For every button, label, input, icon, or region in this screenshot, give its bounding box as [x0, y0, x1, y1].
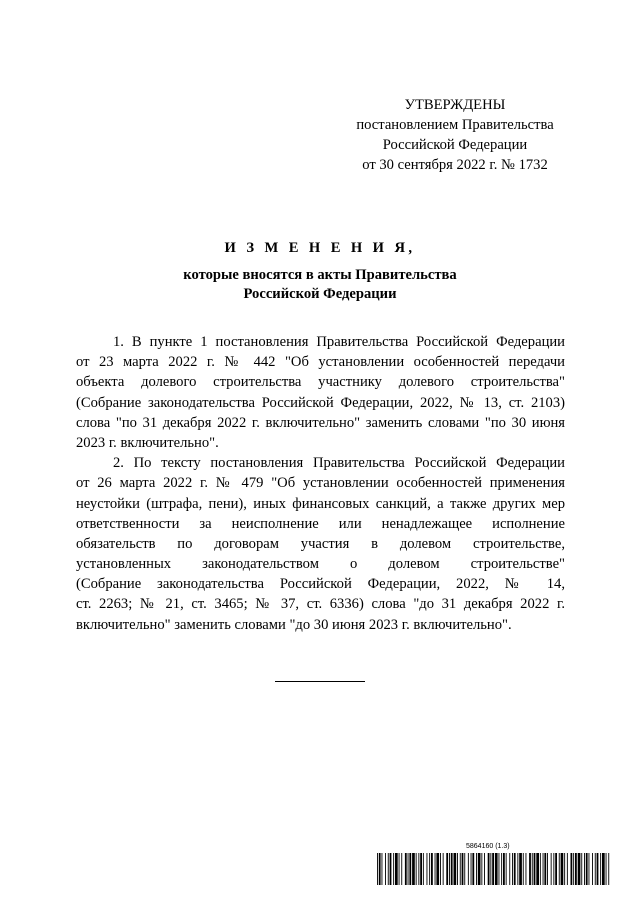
barcode-bar	[529, 853, 531, 885]
barcode-bar	[534, 853, 536, 885]
barcode-bar	[526, 853, 527, 885]
barcode-bar	[427, 853, 428, 885]
barcode-bar	[543, 853, 544, 885]
paragraph-2-line: от 26 марта 2022 г. № 479 "Об установлении особенностей применения	[76, 475, 565, 492]
barcode-bar	[490, 853, 491, 885]
barcode-bar	[446, 853, 448, 885]
paragraph-2-line: (Собрание законодательства Российской Федерации, 2022, № 14,	[76, 576, 565, 593]
barcode-bar	[462, 853, 464, 885]
barcode-bar	[589, 853, 590, 885]
barcode-bar	[519, 853, 522, 885]
barcode-bar	[472, 853, 474, 885]
barcode-bar	[388, 853, 389, 885]
barcode-bar	[517, 853, 518, 885]
barcode-bar	[440, 853, 441, 885]
barcode-bar	[584, 853, 585, 885]
barcode-bar	[586, 853, 588, 885]
barcode-bar	[412, 853, 415, 885]
paragraph-2-line: ст. 2263; № 21, ст. 3465; № 37, ст. 6336) слова "до 31 декабря 2022 г.	[76, 596, 565, 613]
barcode-bar	[423, 853, 424, 885]
barcode-icon	[377, 853, 612, 885]
barcode-bar	[575, 853, 577, 885]
document-subtitle	[60, 266, 580, 304]
barcode-bar	[532, 853, 533, 885]
barcode-bar	[385, 853, 386, 885]
barcode-bar	[457, 853, 458, 885]
barcode-bar	[443, 853, 444, 885]
barcode-bar	[436, 853, 439, 885]
barcode-bar	[390, 853, 392, 885]
approval-line-3: от 30 сентября 2022 г. № 1732	[362, 157, 548, 173]
barcode-bar	[460, 853, 461, 885]
barcode-bar	[382, 853, 383, 885]
barcode-bar	[379, 853, 381, 885]
approval-block	[340, 95, 570, 175]
barcode-bar	[509, 853, 510, 885]
barcode-bar	[523, 853, 524, 885]
paragraph-1-line: 2023 г. включительно".	[76, 434, 219, 451]
barcode-bar	[416, 853, 417, 885]
barcode-bar	[608, 853, 609, 885]
barcode-bar	[431, 853, 433, 885]
barcode-bar	[559, 853, 560, 885]
barcode-bar	[501, 853, 502, 885]
barcode-bar	[551, 853, 552, 885]
barcode-bar	[451, 853, 453, 885]
barcode-bar	[468, 853, 469, 885]
barcode-bar	[602, 853, 605, 885]
barcode-bar	[597, 853, 599, 885]
barcode-bar	[464, 853, 465, 885]
barcode-bar	[561, 853, 564, 885]
paragraph-2-line: неустойки (штрафа, пени), иных финансовых санкций, а также других мер	[76, 495, 565, 512]
barcode-bar	[581, 853, 582, 885]
paragraph-1-line: (Собрание законодательства Российской Федерации, 2022, № 13, ст. 2103)	[76, 394, 565, 411]
paragraph-2-line: включительно" заменить словами "до 30 июня 2023 г. включительно".	[76, 616, 512, 633]
barcode-bar	[395, 853, 398, 885]
barcode-bar	[573, 853, 574, 885]
barcode-bar	[547, 853, 548, 885]
document-body	[76, 332, 565, 635]
approval-label: УТВЕРЖДЕНЫ	[404, 97, 506, 113]
subtitle-line-1: которые вносятся в акты Правительства	[183, 267, 457, 283]
approval-line-1: постановлением Правительства	[356, 117, 554, 133]
barcode-bar	[405, 853, 407, 885]
barcode-bar	[567, 853, 568, 885]
barcode-bar	[578, 853, 581, 885]
barcode-bar	[476, 853, 477, 885]
approval-line-2: Российской Федерации	[382, 137, 528, 153]
barcode-bar	[393, 853, 394, 885]
paragraph-2-line: обязательств по договорам участия в долевом строительстве,	[76, 535, 565, 552]
paragraph-1-line: от 23 марта 2022 г. № 442 "Об установлении особенностей передачи	[76, 354, 565, 371]
barcode-bar	[429, 853, 430, 885]
paragraph-2-line: установленных законодательством о долевом строительстве"	[76, 556, 565, 573]
barcode-bar	[408, 853, 409, 885]
barcode-number: 5864160 (1.3)	[466, 843, 510, 850]
barcode-bar	[418, 853, 419, 885]
barcode-bar	[499, 853, 500, 885]
barcode-bar	[540, 853, 541, 885]
paragraph-2-line: 2. По тексту постановления Правительства Российской Федерации	[113, 455, 565, 472]
barcode-bar	[595, 853, 596, 885]
barcode-bar	[478, 853, 481, 885]
barcode-bar	[564, 853, 565, 885]
barcode-bar	[399, 853, 400, 885]
paragraph-2-line: ответственности за неисполнение или ненадлежащее исполнение	[76, 515, 565, 532]
barcode-bar	[409, 853, 411, 885]
barcode-bar	[377, 853, 378, 885]
barcode-bar	[506, 853, 507, 885]
document-title: И З М Е Н Е Н И Я,	[224, 240, 416, 256]
paragraph-1-line: объекта долевого строительства участнику долевого строительства"	[76, 374, 565, 391]
barcode-bar	[514, 853, 516, 885]
barcode-bar	[435, 853, 436, 885]
paragraph-1-line: слова "по 31 декабря 2022 г. включительно" заменить словами "по 30 июня	[76, 414, 565, 431]
barcode-bar	[600, 853, 601, 885]
end-divider	[275, 681, 365, 682]
barcode-bar	[606, 853, 607, 885]
barcode-bar	[471, 853, 472, 885]
barcode-bar	[503, 853, 505, 885]
barcode-bar	[512, 853, 513, 885]
paragraph-1-line: 1. В пункте 1 постановления Правительства Российской Федерации	[113, 334, 565, 350]
barcode-bar	[401, 853, 402, 885]
barcode-bar	[555, 853, 557, 885]
barcode-bar	[592, 853, 593, 885]
barcode-bar	[492, 853, 494, 885]
barcode-bar	[488, 853, 490, 885]
barcode-bar	[420, 853, 422, 885]
barcode-bar	[484, 853, 485, 885]
barcode-bar	[571, 853, 573, 885]
barcode-bar	[481, 853, 482, 885]
subtitle-line-2: Российской Федерации	[243, 286, 397, 302]
barcode-bar	[536, 853, 539, 885]
barcode-bar	[495, 853, 498, 885]
barcode-bar	[544, 853, 546, 885]
barcode-bar	[454, 853, 457, 885]
barcode-bar	[449, 853, 450, 885]
barcode-bar	[553, 853, 554, 885]
